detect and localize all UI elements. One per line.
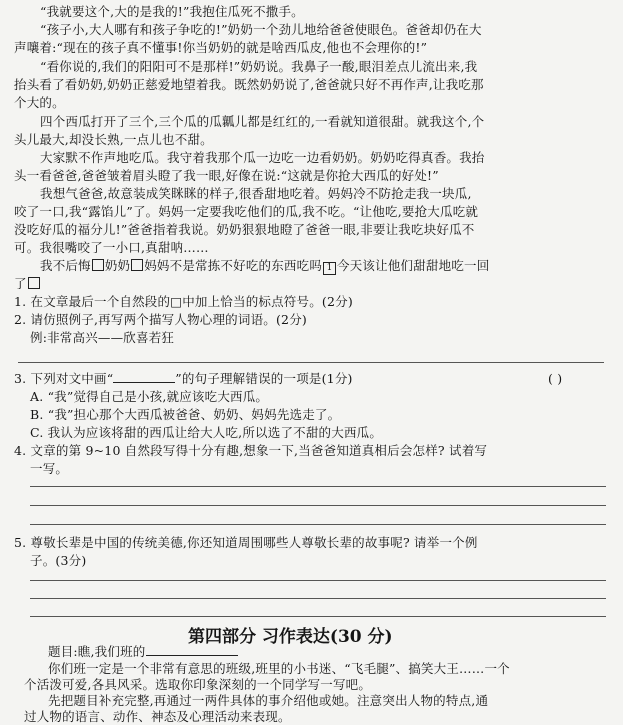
punctuation-box[interactable]	[28, 277, 40, 289]
passage-line: “孩子小,大人哪有和孩子争吃的!”奶奶一个劲儿地给爸爸使眼色。爸爸却仍在大	[40, 22, 482, 37]
answer-paren[interactable]: ( )	[548, 371, 563, 386]
passage-line: “看你说的,我们的阳阳可不是那样!”奶奶说。我鼻子一酸,眼泪差点儿流出来,我	[40, 59, 478, 74]
option-b: B. “我”担心那个大西瓜被爸爸、奶奶、妈妈先选走了。	[30, 407, 341, 422]
essay-instruction-line: 过人物的语言、动作、神态及心理活动来表现。	[24, 709, 291, 724]
question-2: 2. 请仿照例子,再写两个描写人物心理的词语。(2分)	[14, 312, 307, 327]
passage-last-line: 了	[14, 276, 41, 292]
answer-line[interactable]	[30, 505, 606, 506]
title-blank[interactable]	[146, 645, 238, 656]
section-heading: 第四部分 习作表达(30 分)	[188, 627, 393, 647]
question-5-cont: 子。(3分)	[30, 553, 87, 568]
essay-instruction-line: 个活泼可爱,各具风采。选取你印象深刻的一个同学写一写吧。	[24, 677, 372, 692]
answer-line[interactable]	[30, 598, 606, 599]
passage-line: 大家默不作声地吃瓜。我守着我那个瓜一边吃一边看奶奶。奶奶吃得真香。我抬	[40, 150, 485, 165]
punctuation-box[interactable]	[131, 259, 143, 271]
passage-line: 个大的。	[14, 95, 65, 110]
option-c: C. 我认为应该将甜的西瓜让给大人吃,所以选了不甜的大西瓜。	[30, 425, 383, 440]
punctuation-box[interactable]	[92, 259, 104, 271]
answer-line[interactable]	[30, 616, 606, 617]
question-3: 3. 下列对文中画“ ”的句子理解错误的一项是(1分)	[14, 371, 353, 386]
passage-line: 头一看爸爸,爸爸皱着眉头瞪了我一眼,好像在说:“这就是你抢大西瓜的好处!”	[14, 168, 439, 183]
passage-line: 我想气爸爸,故意装成笑眯眯的样子,很香甜地吃着。妈妈冷不防抢走我一块瓜,	[40, 186, 472, 201]
question-1: 1. 在文章最后一个自然段的□中加上恰当的标点符号。(2分)	[14, 294, 353, 309]
passage-line: 头儿最大,却没长熟,一点儿也不甜。	[14, 132, 213, 147]
passage-line: 可。我很嘴咬了一小口,真甜呐……	[14, 240, 209, 255]
question-4: 4. 文章的第 9~10 自然段写得十分有趣,想象一下,当爸爸知道真相后会怎样? 试着写	[14, 443, 488, 458]
passage-line: 四个西瓜打开了三个,三个瓜的瓜瓤儿都是红红的,一看就知道很甜。就我这个,个	[40, 114, 485, 129]
answer-line[interactable]	[30, 580, 606, 581]
answer-line[interactable]	[18, 362, 604, 363]
passage-line: 抬头看了看奶奶,奶奶正慈爱地望着我。既然奶奶说了,爸爸就只好不再作声,让我吃那	[14, 77, 484, 92]
essay-instruction-line: 你们班一定是一个非常有意思的班级,班里的小书迷、“飞毛腿”、搞笑大王……一个	[48, 661, 510, 676]
question-4-cont: 一写。	[30, 461, 69, 476]
passage-line: “我就要这个,大的是我的!”我抱住瓜死不撒手。	[40, 4, 304, 19]
passage-line: 没吃好瓜的福分儿!”爸爸指着我说。奶奶狠狠地瞪了爸爸一眼,非要让我吃块好瓜不	[14, 222, 475, 237]
passage-last-paragraph: 我不后悔 奶奶 妈妈不是常拣不好吃的东西吃吗 1 今天该让他们甜甜地吃一回	[40, 258, 490, 273]
passage-line: 声嚷着:“现在的孩子真不懂事!你当奶奶的就是啥西瓜皮,他也不会理你的!”	[14, 40, 428, 55]
answer-line[interactable]	[30, 524, 606, 525]
answer-line[interactable]	[30, 486, 606, 487]
essay-topic: 题目:瞧,我们班的	[48, 644, 238, 660]
question-5: 5. 尊敬长辈是中国的传统美德,你还知道周围哪些人尊敬长辈的故事呢? 请举一个例	[14, 535, 478, 550]
question-2-example: 例:非常高兴——欣喜若狂	[30, 330, 175, 345]
circled-mark: 1	[323, 262, 336, 275]
passage-line: 咬了一口,我“露馅儿”了。妈妈一定要我吃他们的瓜,我不吃。“让他吃,要抢大瓜吃就	[14, 204, 479, 219]
essay-instruction-line: 先把题目补充完整,再通过一两件具体的事介绍他或她。注意突出人物的特点,通	[48, 693, 489, 708]
option-a: A. “我”觉得自己是小孩,就应该吃大西瓜。	[30, 389, 269, 404]
underline-marker	[113, 372, 175, 383]
